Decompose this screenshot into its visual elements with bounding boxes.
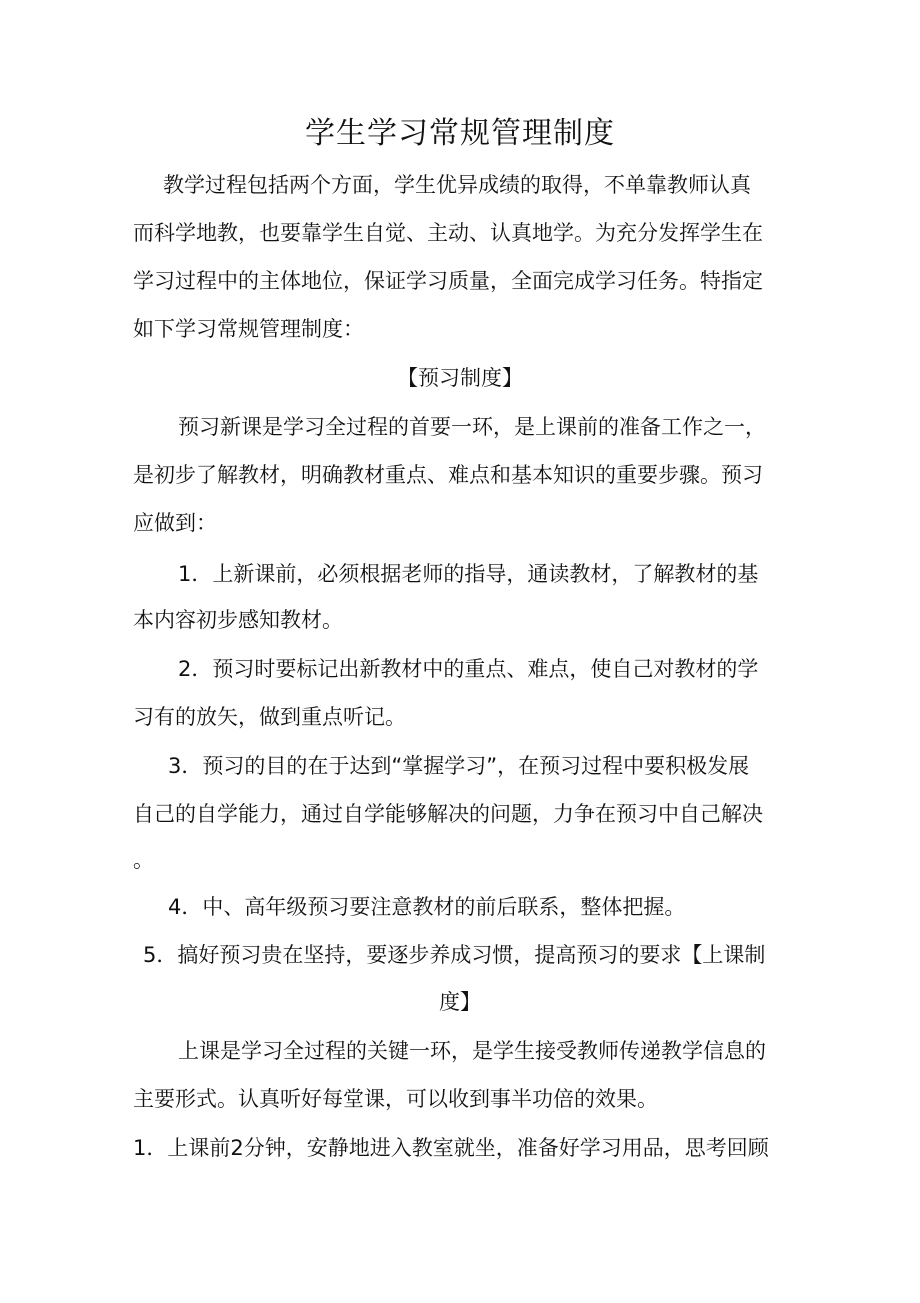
class-intro-line-1: 上课是学习全过程的关键一环，是学生接受教师传递教学信息的: [178, 1039, 766, 1063]
intro-line-3: 学习过程中的主体地位，保证学习质量，全面完成学习任务。特指定: [133, 269, 763, 293]
preview-intro-line-1: 预习新课是学习全过程的首要一环，是上课前的准备工作之一，: [178, 415, 766, 439]
section-heading-preview: 【预习制度】: [397, 366, 523, 390]
preview-item-5-line-1: 5．搞好预习贵在坚持，要逐步养成习惯，提高预习的要求【上课制: [143, 943, 766, 967]
preview-intro-line-3: 应做到：: [133, 511, 217, 535]
class-intro-line-2: 主要形式。认真听好每堂课，可以收到事半功倍的效果。: [133, 1087, 658, 1111]
preview-item-5-line-2: 度】: [439, 990, 481, 1014]
preview-intro-line-2: 是初步了解教材，明确教材重点、难点和基本知识的重要步骤。预习: [133, 463, 763, 487]
class-item-1-line-1: 1．上课前2分钟，安静地进入教室就坐，准备好学习用品，思考回顾: [133, 1136, 769, 1160]
preview-item-2-line-2: 习有的放矢，做到重点听记。: [133, 705, 406, 729]
intro-line-1: 教学过程包括两个方面，学生优异成绩的取得，不单靠教师认真: [163, 173, 751, 197]
preview-item-2-line-1: 2．预习时要标记出新教材中的重点、难点，使自己对教材的学: [178, 657, 759, 681]
intro-line-4: 如下学习常规管理制度：: [133, 317, 364, 341]
intro-line-2: 而科学地教，也要靠学生自觉、主动、认真地学。为充分发挥学生在: [133, 221, 763, 245]
page-title: 学生学习常规管理制度: [305, 116, 615, 151]
preview-item-1-line-1: 1．上新课前，必须根据老师的指导，通读教材，了解教材的基: [178, 562, 759, 586]
preview-item-3-line-3: 。: [133, 848, 154, 872]
preview-item-1-line-2: 本内容初步感知教材。: [133, 608, 343, 632]
preview-item-3-line-2: 自己的自学能力，通过自学能够解决的问题，力争在预习中自己解决: [133, 802, 763, 826]
preview-item-3-line-1: 3．预习的目的在于达到“掌握学习”，在预习过程中要积极发展: [168, 754, 750, 778]
preview-item-4-line-1: 4．中、高年级预习要注意教材的前后联系，整体把握。: [168, 895, 686, 919]
